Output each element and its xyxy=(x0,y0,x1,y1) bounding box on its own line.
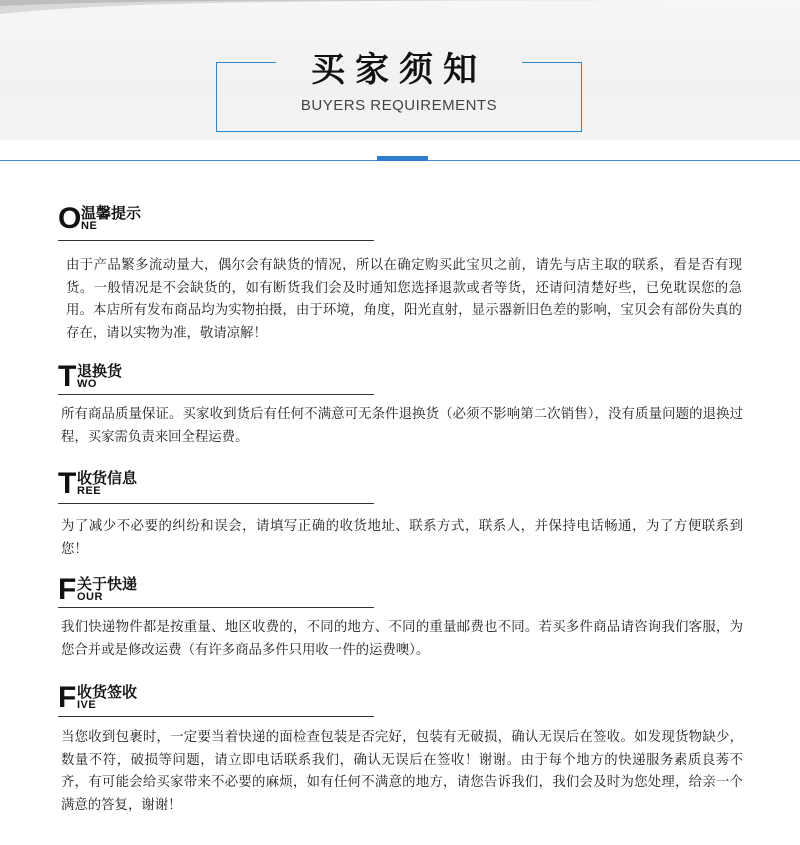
section-heading xyxy=(58,683,378,723)
section-number-suffix: REE xyxy=(77,485,102,497)
section-title: 温馨提示 xyxy=(81,204,142,222)
section-body: 为了减少不必要的纠纷和误会，请填写正确的收货地址、联系方式，联系人，并保持电话畅通，为了方便联系到您！ xyxy=(61,519,743,557)
section-title: 退换货 xyxy=(77,362,123,380)
section-number-suffix: WO xyxy=(77,378,97,390)
section-letter: T xyxy=(58,467,77,500)
section-heading xyxy=(58,362,378,402)
section-number-suffix: IVE xyxy=(77,699,97,711)
section-title: 收货签收 xyxy=(77,683,138,701)
section-letter: F xyxy=(58,681,77,714)
section-body: 当您收到包裹时，一定要当着快递的面检查包装是否完好，包装有无破损，确认无误后在签收。如发现货物缺少，数量不符，破损等问题，请立即电话联系我们，确认无误后在签收！谢谢。由于每个地方的快递服务素质良莠不齐，有可能会给买家带来不必要的麻烦，如有任何不满意的地方，请您告诉我们，我们会及时为您处理，给亲一个满意的答复，谢谢！ xyxy=(61,730,743,813)
section-body: 由于产品繁多流动量大，偶尔会有缺货的情况，所以在确定购买此宝贝之前，请先与店主取的联系，看是否有现货。一般情况是不会缺货的，如有断货我们会及时通知您选择退款或者等货，还请问清楚好些，已免耽误您的急用。本店所有发布商品均为实物拍摄，由于环境，角度，阳光直射，显示器新旧色差的影响，宝贝会有部份失真的存在，请以实物为准，敬请凉解！ xyxy=(66,258,742,341)
section-heading xyxy=(58,204,378,244)
section-title: 收货信息 xyxy=(77,469,138,487)
page-subtitle: BUYERS REQUIREMENTS xyxy=(300,97,498,114)
section-number-suffix: NE xyxy=(81,220,98,232)
header-divider-accent xyxy=(377,156,428,161)
decorative-swoosh xyxy=(0,0,800,40)
section-underline xyxy=(58,240,374,241)
section-underline xyxy=(58,394,374,395)
section-body: 我们快递物件都是按重量、地区收费的，不同的地方、不同的重量邮费也不同。若买多件商品请咨询我们客服，为您合并或是修改运费（有许多商品多件只用收一件的运费噢）。 xyxy=(61,620,743,658)
section-body: 所有商品质量保证。买家收到货后有任何不满意可无条件退换货（必须不影响第二次销售），没有质量问题的退换过程，买家需负责来回全程运费。 xyxy=(61,407,743,445)
section-title: 关于快递 xyxy=(77,575,138,593)
section-underline xyxy=(58,503,374,504)
section-letter: O xyxy=(58,202,82,235)
page-title: 买家须知 xyxy=(311,50,487,90)
section-heading xyxy=(58,575,378,615)
section-underline xyxy=(58,607,374,608)
section-number-suffix: OUR xyxy=(77,591,103,603)
section-letter: T xyxy=(58,360,77,393)
section-underline xyxy=(58,716,374,717)
section-letter: F xyxy=(58,573,77,606)
